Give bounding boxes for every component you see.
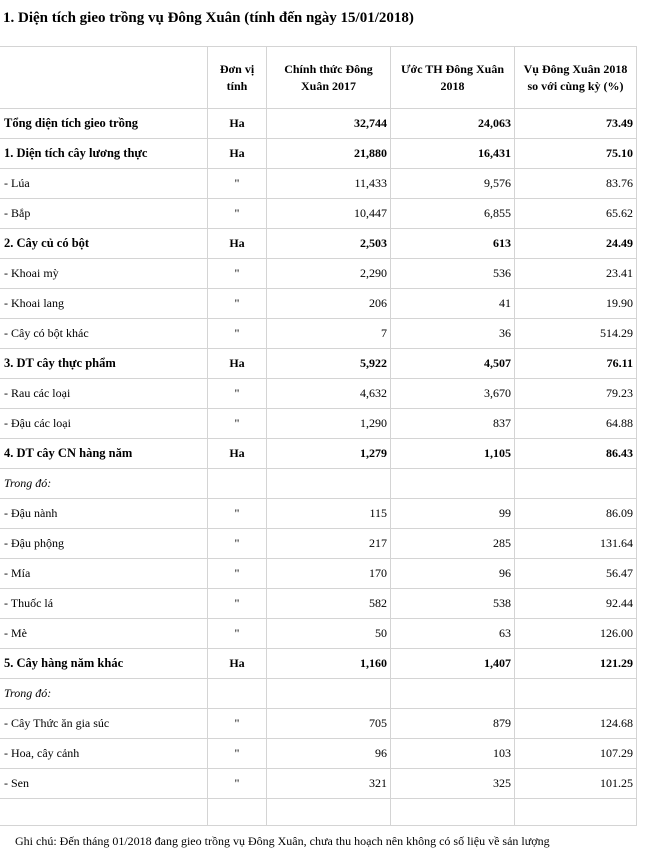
row-estimate-2018: 4,507 — [391, 349, 515, 379]
footnote: Ghi chú: Đến tháng 01/2018 đang gieo trồng vụ Đông Xuân, chưa thu hoạch nên không có số liệu về sản lượng — [15, 834, 550, 848]
row-name: - Đậu các loại — [1, 409, 208, 439]
row-unit: " — [208, 289, 267, 319]
row-percent: 64.88 — [515, 409, 637, 439]
row-official-2017: 582 — [267, 589, 391, 619]
empty-cell — [515, 799, 637, 826]
row-unit — [208, 679, 267, 709]
row-official-2017 — [267, 469, 391, 499]
row-name: - Cây Thức ăn gia súc — [1, 709, 208, 739]
row-name: 2. Cây củ có bột — [1, 229, 208, 259]
row-percent: 131.64 — [515, 529, 637, 559]
row-official-2017 — [267, 679, 391, 709]
row-percent: 92.44 — [515, 589, 637, 619]
row-percent: 23.41 — [515, 259, 637, 289]
row-percent: 65.62 — [515, 199, 637, 229]
row-estimate-2018: 6,855 — [391, 199, 515, 229]
row-official-2017: 217 — [267, 529, 391, 559]
row-percent: 19.90 — [515, 289, 637, 319]
row-unit: " — [208, 769, 267, 799]
row-name: - Rau các loại — [1, 379, 208, 409]
row-unit: Ha — [208, 439, 267, 469]
table-row — [1, 649, 637, 679]
table-row — [1, 769, 637, 799]
row-name: 5. Cây hàng năm khác — [1, 649, 208, 679]
row-unit: " — [208, 709, 267, 739]
row-unit: Ha — [208, 139, 267, 169]
row-unit — [208, 469, 267, 499]
row-official-2017: 2,290 — [267, 259, 391, 289]
table-row — [1, 529, 637, 559]
row-percent: 86.43 — [515, 439, 637, 469]
row-name: - Mía — [1, 559, 208, 589]
row-percent: 514.29 — [515, 319, 637, 349]
header-estimate-2018: Ước TH Đông Xuân 2018 — [391, 47, 515, 109]
row-estimate-2018: 99 — [391, 499, 515, 529]
row-unit: Ha — [208, 229, 267, 259]
empty-cell — [391, 799, 515, 826]
row-name: 3. DT cây thực phẩm — [1, 349, 208, 379]
row-official-2017: 7 — [267, 319, 391, 349]
empty-cell — [1, 799, 208, 826]
row-unit: " — [208, 499, 267, 529]
row-official-2017: 5,922 — [267, 349, 391, 379]
row-percent: 24.49 — [515, 229, 637, 259]
empty-cell — [267, 799, 391, 826]
row-official-2017: 170 — [267, 559, 391, 589]
table-row — [1, 589, 637, 619]
row-official-2017: 96 — [267, 739, 391, 769]
row-name: Trong đó: — [1, 679, 208, 709]
row-percent: 73.49 — [515, 109, 637, 139]
row-official-2017: 1,290 — [267, 409, 391, 439]
row-estimate-2018 — [391, 469, 515, 499]
table-row-empty — [1, 799, 637, 826]
table-row — [1, 289, 637, 319]
table-row — [1, 619, 637, 649]
page-title: 1. Diện tích gieo trồng vụ Đông Xuân (tính đến ngày 15/01/2018) — [3, 10, 414, 26]
row-official-2017: 2,503 — [267, 229, 391, 259]
row-estimate-2018: 285 — [391, 529, 515, 559]
row-percent: 107.29 — [515, 739, 637, 769]
table-row — [1, 229, 637, 259]
table-row — [1, 739, 637, 769]
row-percent — [515, 469, 637, 499]
row-estimate-2018: 96 — [391, 559, 515, 589]
row-official-2017: 321 — [267, 769, 391, 799]
row-estimate-2018: 1,105 — [391, 439, 515, 469]
row-unit: " — [208, 409, 267, 439]
row-official-2017: 4,632 — [267, 379, 391, 409]
row-estimate-2018: 536 — [391, 259, 515, 289]
row-official-2017: 50 — [267, 619, 391, 649]
row-official-2017: 206 — [267, 289, 391, 319]
row-unit: " — [208, 589, 267, 619]
row-estimate-2018 — [391, 679, 515, 709]
row-estimate-2018: 103 — [391, 739, 515, 769]
table-row — [1, 709, 637, 739]
row-official-2017: 705 — [267, 709, 391, 739]
row-percent: 86.09 — [515, 499, 637, 529]
row-unit: Ha — [208, 109, 267, 139]
row-percent: 121.29 — [515, 649, 637, 679]
row-name: - Khoai mỳ — [1, 259, 208, 289]
table-row — [1, 199, 637, 229]
row-name: Tổng diện tích gieo trồng — [1, 109, 208, 139]
row-unit: " — [208, 379, 267, 409]
row-unit: " — [208, 319, 267, 349]
table-row — [1, 139, 637, 169]
row-unit: " — [208, 199, 267, 229]
row-percent: 124.68 — [515, 709, 637, 739]
row-name: - Lúa — [1, 169, 208, 199]
row-estimate-2018: 41 — [391, 289, 515, 319]
row-official-2017: 115 — [267, 499, 391, 529]
table-row — [1, 559, 637, 589]
row-estimate-2018: 3,670 — [391, 379, 515, 409]
header-official-2017: Chính thức Đông Xuân 2017 — [267, 47, 391, 109]
row-estimate-2018: 16,431 — [391, 139, 515, 169]
row-percent: 126.00 — [515, 619, 637, 649]
row-official-2017: 11,433 — [267, 169, 391, 199]
table-row — [1, 109, 637, 139]
row-name: 4. DT cây CN hàng năm — [1, 439, 208, 469]
row-name: - Khoai lang — [1, 289, 208, 319]
row-name: - Hoa, cây cảnh — [1, 739, 208, 769]
header-item — [1, 47, 208, 109]
row-unit: " — [208, 529, 267, 559]
row-estimate-2018: 613 — [391, 229, 515, 259]
table-row — [1, 259, 637, 289]
row-unit: " — [208, 739, 267, 769]
row-percent: 76.11 — [515, 349, 637, 379]
row-estimate-2018: 9,576 — [391, 169, 515, 199]
row-estimate-2018: 63 — [391, 619, 515, 649]
row-name: - Đậu nành — [1, 499, 208, 529]
row-estimate-2018: 24,063 — [391, 109, 515, 139]
row-name: Trong đó: — [1, 469, 208, 499]
row-percent — [515, 679, 637, 709]
row-unit: " — [208, 619, 267, 649]
row-unit: " — [208, 169, 267, 199]
table-body — [1, 109, 637, 826]
table-row — [1, 169, 637, 199]
row-percent: 75.10 — [515, 139, 637, 169]
row-unit: Ha — [208, 649, 267, 679]
row-official-2017: 32,744 — [267, 109, 391, 139]
header-unit: Đơn vị tính — [208, 47, 267, 109]
row-estimate-2018: 36 — [391, 319, 515, 349]
table-row — [1, 379, 637, 409]
table-header-row — [1, 47, 637, 109]
row-estimate-2018: 837 — [391, 409, 515, 439]
table-row — [1, 469, 637, 499]
row-percent: 101.25 — [515, 769, 637, 799]
table-row — [1, 499, 637, 529]
row-name: - Thuốc lá — [1, 589, 208, 619]
empty-cell — [208, 799, 267, 826]
row-unit: " — [208, 259, 267, 289]
row-name: - Mè — [1, 619, 208, 649]
table-row — [1, 409, 637, 439]
table-row — [1, 439, 637, 469]
row-official-2017: 1,279 — [267, 439, 391, 469]
row-percent: 79.23 — [515, 379, 637, 409]
table-row — [1, 319, 637, 349]
header-percent: Vụ Đông Xuân 2018 so với cùng kỳ (%) — [515, 47, 637, 109]
row-name: - Đậu phộng — [1, 529, 208, 559]
row-official-2017: 10,447 — [267, 199, 391, 229]
row-estimate-2018: 1,407 — [391, 649, 515, 679]
row-percent: 56.47 — [515, 559, 637, 589]
table-row — [1, 679, 637, 709]
row-name: - Cây có bột khác — [1, 319, 208, 349]
row-estimate-2018: 325 — [391, 769, 515, 799]
cultivation-area-table — [0, 46, 637, 826]
row-unit: " — [208, 559, 267, 589]
row-estimate-2018: 538 — [391, 589, 515, 619]
table-row — [1, 349, 637, 379]
row-percent: 83.76 — [515, 169, 637, 199]
row-estimate-2018: 879 — [391, 709, 515, 739]
row-unit: Ha — [208, 349, 267, 379]
row-official-2017: 21,880 — [267, 139, 391, 169]
row-official-2017: 1,160 — [267, 649, 391, 679]
row-name: - Sen — [1, 769, 208, 799]
row-name: - Bắp — [1, 199, 208, 229]
row-name: 1. Diện tích cây lương thực — [1, 139, 208, 169]
